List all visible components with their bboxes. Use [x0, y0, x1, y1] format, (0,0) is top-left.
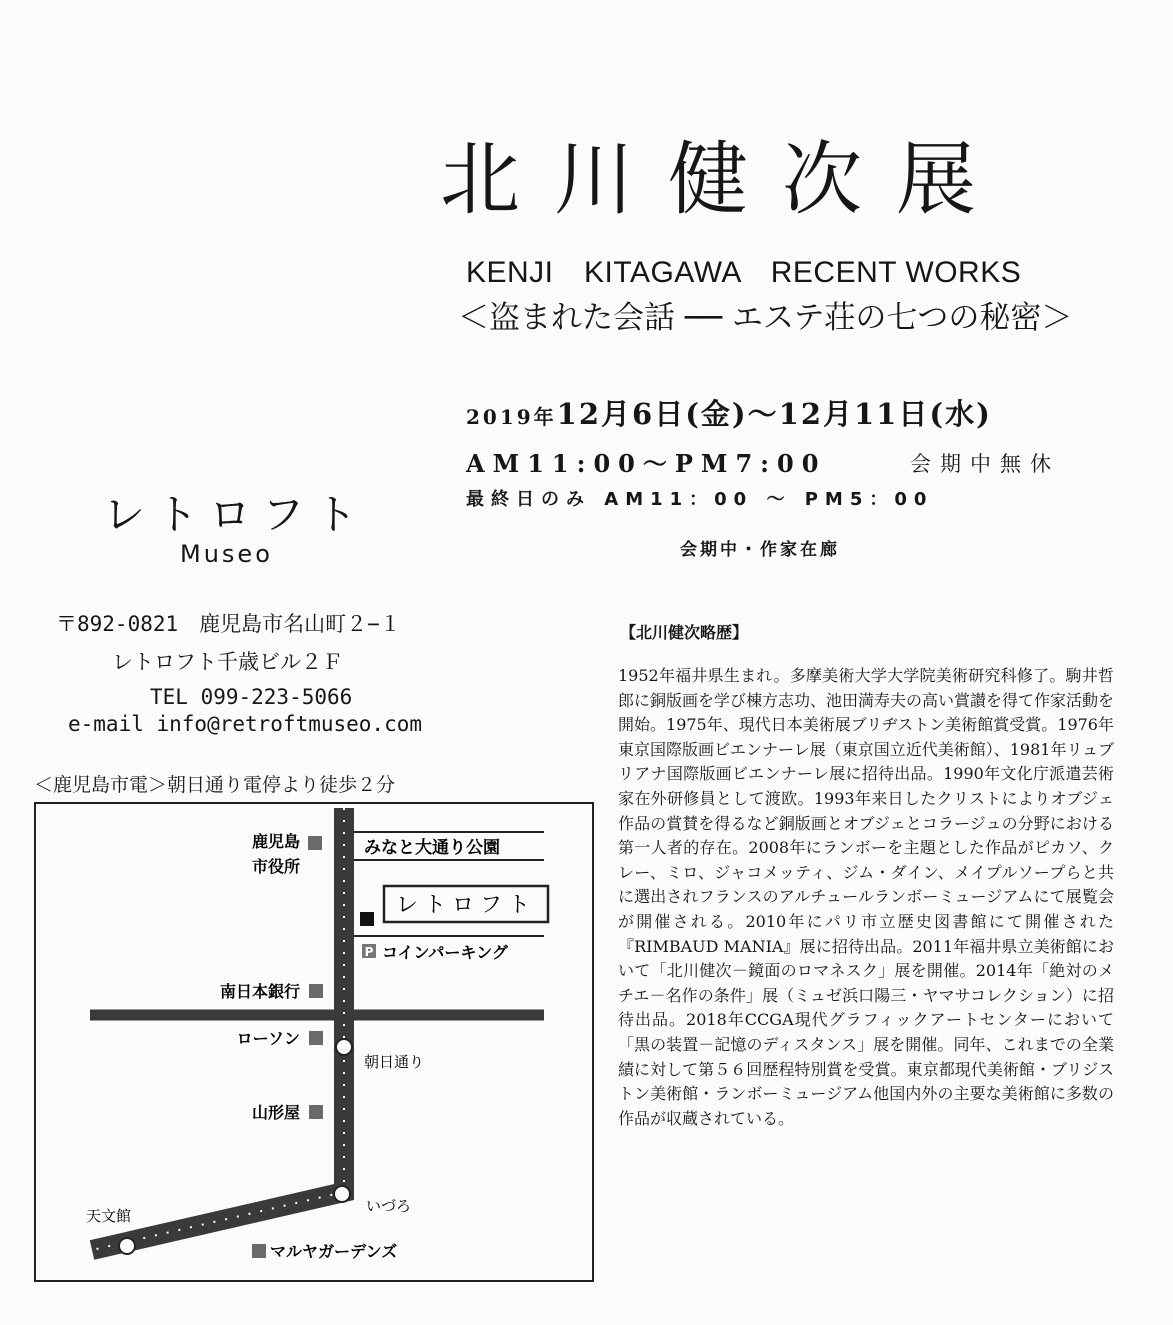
map-label-retroft: レトロフト	[395, 893, 537, 918]
exhibition-title: 北川健次展	[440, 133, 1010, 226]
last-day-hours: 最終日のみ AM11：00 ～ PM5：00	[466, 489, 934, 510]
artist-present-note: 会期中・作家在廊	[680, 540, 840, 560]
map-label-city-hall-1: 鹿児島	[251, 832, 300, 851]
map-label-idzuro: いづろ	[366, 1197, 412, 1215]
map-label-maruya: マルヤガーデンズ	[270, 1242, 398, 1261]
map-label-tenmonkan: 天文館	[86, 1207, 132, 1225]
city-hall-marker-icon	[308, 836, 322, 850]
lawson-marker-icon	[309, 1031, 323, 1045]
maruya-marker-icon	[252, 1244, 266, 1258]
subtitle-japanese: ＜盗まれた会話 ── エステ荘の七つの秘密＞	[458, 300, 1073, 336]
venue-logo: レトロフト	[103, 490, 369, 539]
map-label-yamakataya: 山形屋	[251, 1103, 300, 1122]
holiday-note: 会期中無休	[910, 452, 1060, 476]
telephone: TEL 099-223-5066	[150, 685, 353, 709]
access-note: ＜鹿児島市電＞朝日通り電停より徒歩２分	[34, 774, 396, 796]
bio-title: 【北川健次略歴】	[620, 623, 749, 642]
address-line1: 〒892-0821 鹿児島市名山町２−１	[56, 612, 401, 636]
stop-asahi-icon	[336, 1039, 352, 1055]
map-label-city-hall-2: 市役所	[251, 857, 300, 876]
retroft-marker-icon	[360, 912, 374, 926]
stop-tenmonkan-icon	[119, 1238, 135, 1254]
venue-logo-sub: Museo	[180, 540, 273, 568]
map-label-asahi-street: 朝日通り	[364, 1053, 425, 1071]
map-label-bank: 南日本銀行	[219, 982, 300, 1001]
stop-idzuro-icon	[334, 1186, 350, 1202]
subtitle-english: KENJI KITAGAWA RECENT WORKS	[466, 256, 1022, 289]
map-label-lawson: ローソン	[236, 1029, 300, 1048]
map-label-park: みなと大通り公園	[364, 838, 500, 858]
map-label-parking: コインパーキング	[382, 943, 508, 962]
exhibition-dates	[466, 392, 992, 433]
address-line2: レトロフト千歳ビル２Ｆ	[112, 650, 343, 674]
date-range: 12月6日(金)～12月11日(水)	[556, 397, 992, 431]
email: e-mail info@retroftmuseo.com	[68, 712, 423, 736]
date-year: 2019年	[466, 405, 557, 429]
opening-hours: AM11:00～PM7:00	[466, 449, 827, 478]
bank-marker-icon	[309, 984, 323, 998]
yamakataya-marker-icon	[309, 1105, 323, 1119]
venue-map	[34, 802, 594, 1282]
parking-mark: P	[364, 945, 374, 959]
bio-text: 1952年福井県生まれ。多摩美術大学大学院美術研究科修了。駒井哲郎に銅版画を学び棟方志功、池田満寿夫の高い賞讃を得て作家活動を開始。1975年、現代日本美術展ブリヂストン美術館賞受賞。1976年東京国際版画ビエンナーレ展（東京国立近代美術館）、1981年リュブリアナ国際版画ビエンナーレ展に招待出品。1990年文化庁派遣芸術家在外研修員として渡欧。1993年来日したクリストによりオブジェ作品の賞賛を得るなど銅版画とオブジェとコラージュの分野における第一人者的存在。2008年にランボーを主題とした作品がピカソ、クレー、ミロ、ジャコメッティ、ジム・ダイン、メイプルソープらと共に選出されフランスのアルチュールランボーミュージアムにて展覧会が開催される。2010年にパリ市立歴史図書館にて開催された『RIMBAUD MANIA』展に招待出品。2011年福井県立美術館において「北川健次－鏡面のロマネスク」展を開催。2014年「絶対のメチエ－名作の条件」展（ミュゼ浜口陽三・ヤマサコレクション）に招待出品。2018年CCGA現代グラフィックアートセンターにおいて「黒の装置－記憶のディスタンス」展を開催。同年、これまでの全業績に対して第５６回歴程特別賞を受賞。東京都現代美術館・ブリジストン美術館・ランボーミュージアム他国内外の主要な美術館に多数の作品が収蔵されている。	[618, 666, 1115, 1128]
